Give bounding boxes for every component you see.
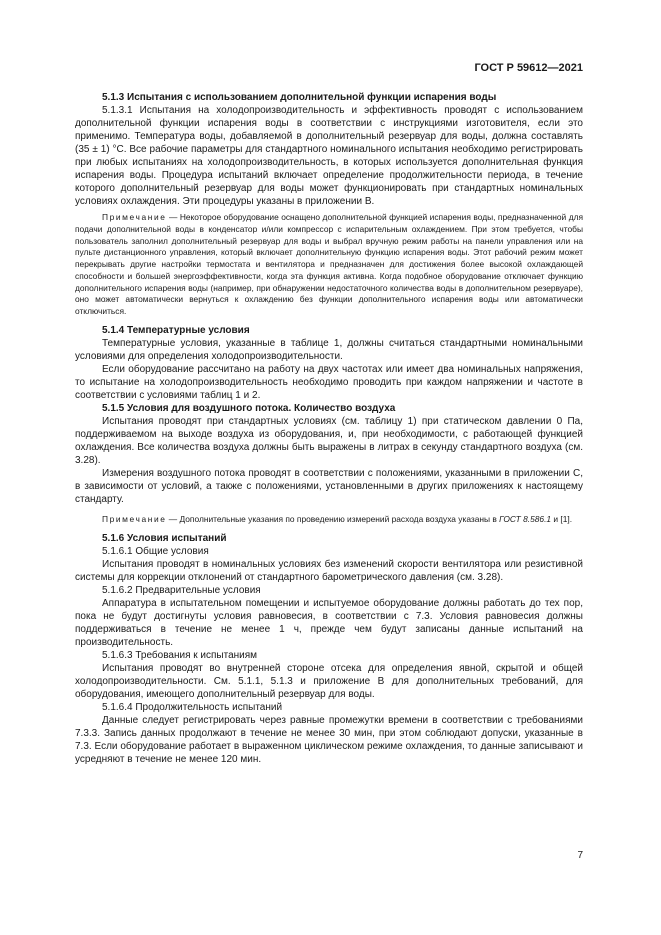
section-heading: 5.1.4 Температурные условия (102, 324, 250, 336)
standard-reference: ГОСТ 8.586.1 (499, 513, 552, 524)
paragraph: Если оборудование рассчитано на работу на двух частотах или имеет два номинальных напряжения, то испытание на холодопроизводительность необходимо проводить при каждом напряжении и частоте в соответствии с условиями таблиц 1 и 2. (75, 363, 583, 401)
paragraph: Данные следует регистрировать через равные промежутки времени в соответствии с требованиями 7.3.3. Запись данных продолжают в течение не менее 30 мин, при этом соблюдают допуски, указанные в 7.3. Если оборудование работает в выраженном циклическом режиме охлаждения, то данные записывают и усредняют в течение не менее 120 мин. (75, 714, 583, 765)
subsection-heading: 5.1.6.3 Требования к испытаниям (102, 649, 258, 661)
paragraph: Испытания проводят во внутренней стороне отсека для определения явной, скрытой и общей холодопроизводительности. См. 5.1.1, 5.1.3 и приложение В для дополнительных требований, для оборудования, имеющего дополнительный резервуар для воды. (75, 662, 583, 700)
page-number: 7 (577, 850, 583, 861)
note-text: — Дополнительные указания по проведению измерений расхода воздуха указаны в (166, 513, 500, 524)
section-heading: 5.1.5 Условия для воздушного потока. Количество воздуха (102, 402, 396, 414)
note-text: — Некоторое оборудование оснащено дополнительной функцией испарения воды, предназначенной для подачи дополнительной воды в конденсатор и/или компрессор с испарительным охлаждением. При этом требуется, чтобы пользователь заполнил дополнительный резервуар для воды и выбрал вручную режим работы на панели управления или на пульте дистанционного управления, который включает дополнительную функцию испарения воды. Этот рабочий режим может перекрывать другие настройки термостата и вентилятора и предназначен для достижения более высокой охлаждающей способности и большей энергоэффективности, когда эта функция активна. Когда подобное оборудование отключает функцию дополнительного испарения воды (например, при обнаружении недостаточного количества воды в дополнительном резервуаре), оно может автоматически вернуться к охлаждению без функции дополнительного испарения воды или автоматически отключиться. (75, 212, 583, 317)
subsection-heading: 5.1.6.1 Общие условия (102, 545, 209, 557)
paragraph: Испытания проводят при стандартных условиях (см. таблицу 1) при статическом давлении 0 Па, поддерживаемом на выходе воздуха из оборудования, и, при необходимости, с работающей функцией охлаждения. Все количества воздуха должны быть выражены в литрах в секунду стандартного воздуха (см. 3.28). (75, 415, 583, 466)
note-text: и [1]. (551, 513, 573, 524)
page-content (75, 91, 583, 766)
section-heading: 5.1.6 Условия испытаний (102, 532, 227, 544)
note-label: Примечание (102, 513, 167, 524)
subsection-heading: 5.1.6.4 Продолжительность испытаний (102, 701, 283, 713)
note (75, 212, 583, 318)
section-heading: 5.1.3 Испытания с использованием дополнительной функции испарения воды (102, 92, 497, 103)
paragraph: 5.1.3.1 Испытания на холодопроизводительность и эффективность проводят с использованием дополнительной функции испарения воды в соответствии с инструкциями изготовителя, если это применимо. Температура воды, добавляемой в дополнительный резервуар для воды, должна составлять (35 ± 1) °С. Все рабочие параметры для стандартного номинального испытания необходимо регистрировать при любых испытаниях на холодопроизводительность, в которых используется дополнительная функция испарения воды. Процедура испытаний включает определение продолжительности периода, в течение которого дополнительный резервуар для воды может функционировать при стандартных номинальных условиях охлаждения. Эти процедуры указаны в приложении В. (75, 105, 583, 207)
subsection-heading: 5.1.6.2 Предварительные условия (102, 584, 261, 596)
paragraph: Температурные условия, указанные в таблице 1, должны считаться стандартными номинальными условиями для определения холодопроизводительности. (75, 337, 583, 362)
note (75, 514, 583, 526)
note-label: Примечание (102, 212, 167, 222)
paragraph: Измерения воздушного потока проводят в соответствии с положениями, указанными в приложении С, в зависимости от условий, а также с положениями, установленными в других приложениях к настоящему стандарту. (75, 467, 583, 505)
document-code: ГОСТ Р 59612—2021 (474, 62, 583, 74)
paragraph: Испытания проводят в номинальных условиях без изменений скорости вентилятора или резистивной системы для коррекции отклонений от стандартного барометрического давления (см. 3.28). (75, 558, 583, 583)
paragraph: Аппаратура в испытательном помещении и испытуемое оборудование должны работать до тех пор, пока не будут достигнуты условия равновесия, в соответствии с 7.3. Условия равновесия должны поддерживаться в течение не менее 1 ч, прежде чем будут записаны данные испытаний на производительность. (75, 597, 583, 648)
